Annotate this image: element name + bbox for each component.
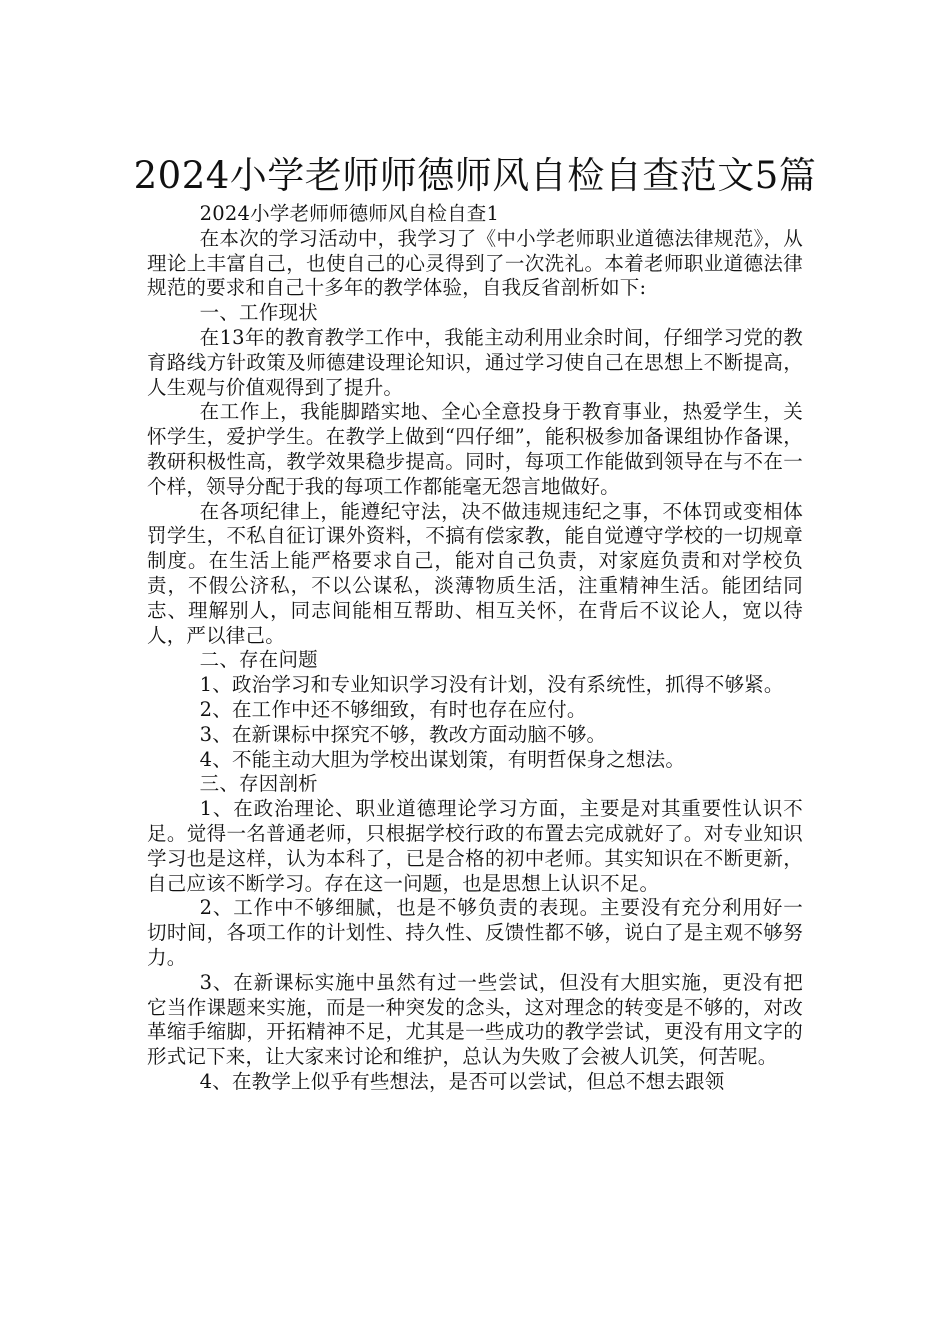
list-item: 1、政治学习和专业知识学习没有计划，没有系统性，抓得不够紧。 (199, 673, 784, 697)
list-item: 4、在教学上似乎有些想法，是否可以尝试，但总不想去跟领 (199, 1069, 725, 1093)
paragraph: 在本次的学习活动中，我学习了《中小学老师职业道德法律规范》，从理论上丰富自己，也使自己的心灵得到了一次洗礼。本着老师职业道德法律规范的要求和自己十多年的教学体验，自我反省剖析如下: (147, 226, 803, 300)
document-body (147, 202, 803, 1095)
document-title: 2024小学老师师德师风自检自查范文5篇 (133, 153, 817, 197)
subheading: 三、存因剖析 (199, 772, 318, 796)
list-item: 4、不能主动大胆为学校出谋划策，有明哲保身之想法。 (199, 747, 686, 771)
paragraph: 在各项纪律上，能遵纪守法，决不做违规违纪之事，不体罚或变相体罚学生，不私自征订课外资料，不搞有偿家教，能自觉遵守学校的一切规章制度。在生活上能严格要求自己，能对自己负责，对家庭负责和对学校负责，不假公济私，不以公谋私，淡薄物质生活，注重精神生活。能团结同志、理解别人，同志间能相互帮助、相互关怀，在背后不议论人，宽以待人，严以律己。 (147, 499, 803, 647)
subheading: 二、存在问题 (199, 648, 318, 672)
subheading: 一、工作现状 (199, 301, 318, 325)
list-item: 1、在政治理论、职业道德理论学习方面，主要是对其重要性认识不足。觉得一名普通老师，只根据学校行政的布置去完成就好了。对专业知识学习也是这样，认为本科了，已是合格的初中老师。其实知识在不断更新，自己应该不断学习。存在这一问题，也是思想上认识不足。 (147, 797, 803, 895)
paragraph: 在13年的教育教学工作中，我能主动利用业余时间，仔细学习党的教育路线方针政策及师德建设理论知识，通过学习使自己在思想上不断提高，人生观与价值观得到了提升。 (147, 325, 803, 399)
section-heading: 2024小学老师师德师风自检自查1 (199, 202, 500, 225)
list-item: 3、在新课标实施中虽然有过一些尝试，但没有大胆实施，更没有把它当作课题来实施，而是一种突发的念头，这对理念的转变是不够的，对改革缩手缩脚，开拓精神不足，尤其是一些成功的教学尝试，更没有用文字的形式记下来，让大家来讨论和维护，总认为失败了会被人讥笑，何苦呢。 (147, 970, 803, 1069)
list-item: 2、在工作中还不够细致，有时也存在应付。 (199, 697, 587, 721)
paragraph: 在工作上，我能脚踏实地、全心全意投身于教育事业，热爱学生，关怀学生，爱护学生。在教学上做到“四仔细”，能积极参加备课组协作备课，教研积极性高，教学效果稳步提高。同时，每项工作能做到领导在与不在一个样，领导分配于我的每项工作都能毫无怨言地做好。 (147, 400, 803, 498)
list-item: 3、在新课标中探究不够，教改方面动脑不够。 (199, 722, 607, 746)
list-item: 2、工作中不够细腻，也是不够负责的表现。主要没有充分利用好一切时间，各项工作的计划性、持久性、反馈性都不够，说白了是主观不够努力。 (147, 896, 803, 969)
